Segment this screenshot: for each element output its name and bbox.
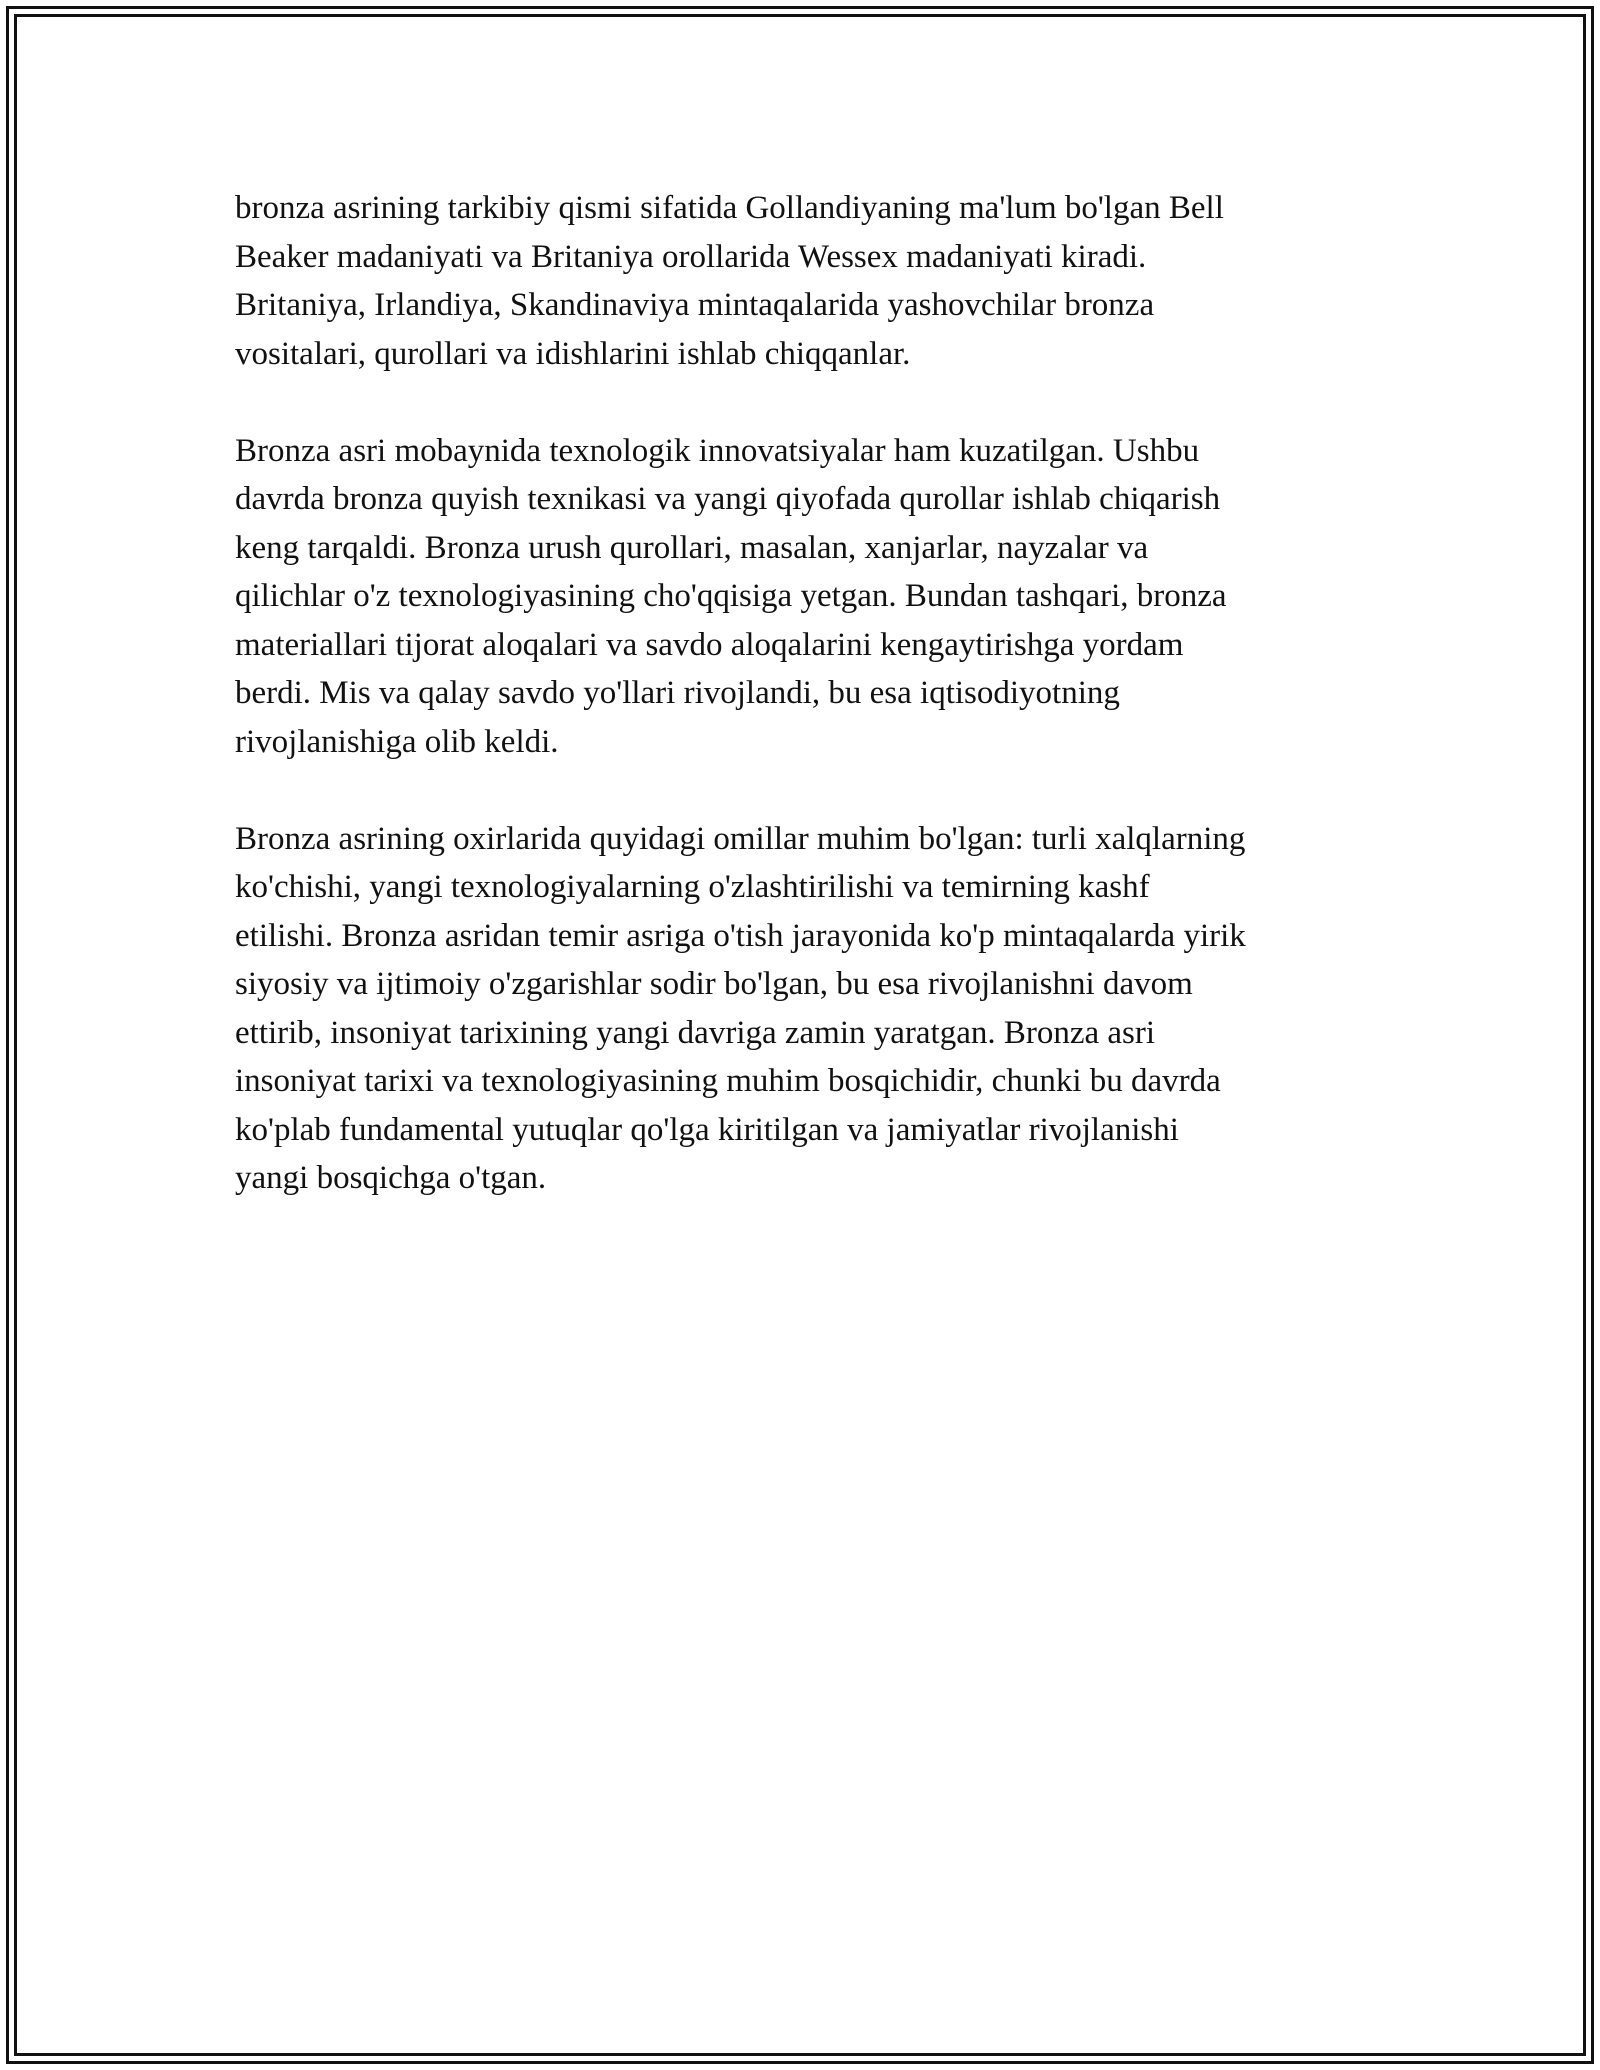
text-line: qilichlar o'z texnologiyasining cho'qqisiga yetgan. Bundan tashqari, bronza — [235, 578, 1227, 614]
text-line: Bronza asrining oxirlarida quyidagi omillar muhim bo'lgan: turli xalqlarning — [235, 820, 1246, 857]
text-line: vositalari, qurollari va idishlarini ishlab chiqqanlar. — [235, 335, 911, 372]
text-line: bronza asrining tarkibiy qismi sifatida Gollandiyaning ma'lum bo'lgan Bell — [235, 190, 1224, 226]
paragraph-1 — [235, 184, 1365, 378]
text-line: Beaker madaniyati va Britaniya orollarida Wessex madaniyati kiradi. — [235, 238, 1147, 275]
text-line: Bronza asri mobaynida texnologik innovatsiyalar ham kuzatilgan. Ushbu — [235, 432, 1200, 469]
text-line: Britaniya, Irlandiya, Skandinaviya mintaqalarida yashovchilar bronza — [235, 287, 1155, 323]
text-line: materiallari tijorat aloqalari va savdo aloqalarini kengaytirishga yordam — [235, 626, 1184, 663]
text-line: etilishi. Bronza asridan temir asriga o'tish jarayonida ko'p mintaqalarda yirik — [235, 917, 1246, 954]
paragraph-3 — [235, 815, 1365, 1203]
text-line: ettirib, insoniyat tarixining yangi davriga zamin yaratgan. Bronza asri — [235, 1014, 1156, 1051]
text-line: insoniyat tarixi va texnologiyasining muhim bosqichidir, chunki bu davrda — [235, 1063, 1221, 1099]
text-line: yangi bosqichga o'tgan. — [235, 1160, 547, 1196]
text-line: ko'plab fundamental yutuqlar qo'lga kiritilgan va jamiyatlar rivojlanishi — [235, 1111, 1179, 1148]
text-line: keng tarqaldi. Bronza urush qurollari, masalan, xanjarlar, nayzalar va — [235, 529, 1149, 566]
text-line: davrda bronza quyish texnikasi va yangi qiyofada qurollar ishlab chiqarish — [235, 481, 1221, 517]
text-line: ko'chishi, yangi texnologiyalarning o'zlashtirilishi va temirning kashf — [235, 869, 1150, 905]
paragraph-2 — [235, 427, 1365, 767]
text-line: berdi. Mis va qalay savdo yo'llari rivojlandi, bu esa iqtisodiyotning — [235, 675, 1120, 711]
text-line: rivojlanishiga olib keldi. — [235, 723, 559, 760]
text-line: siyosiy va ijtimoiy o'zgarishlar sodir bo'lgan, bu esa rivojlanishni davom — [235, 966, 1193, 1002]
document-body — [235, 184, 1365, 1251]
